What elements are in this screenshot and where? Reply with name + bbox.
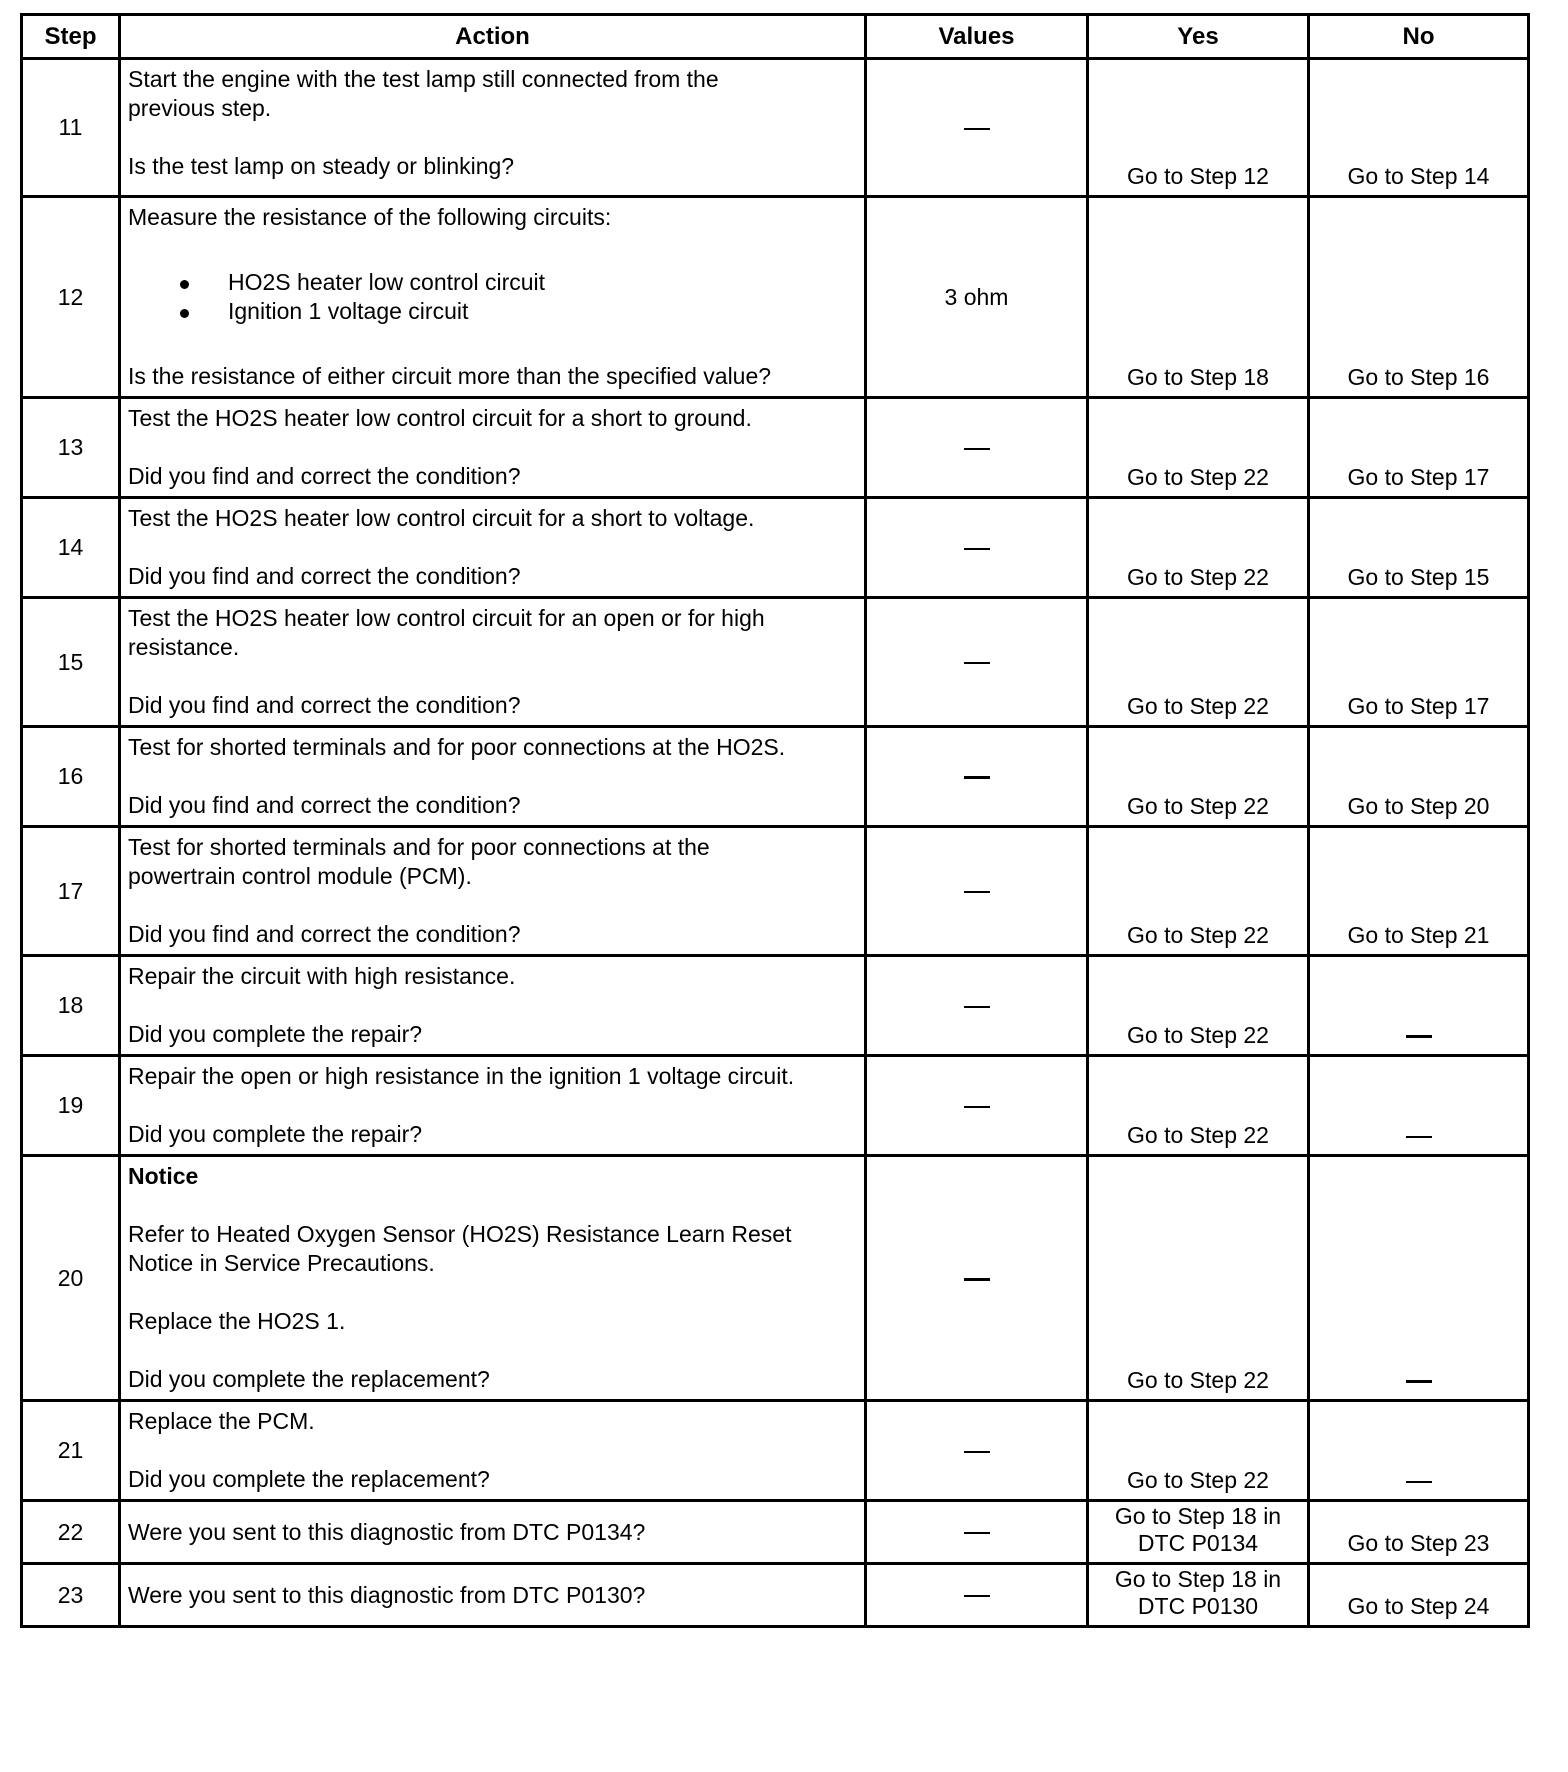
empty-dash — [964, 662, 990, 664]
value-cell — [866, 398, 1088, 498]
yes-link[interactable]: Go to Step 22 — [1088, 827, 1309, 956]
yes-link[interactable]: Go to Step 22 — [1088, 956, 1309, 1056]
step-number: 23 — [22, 1564, 120, 1627]
table-row — [22, 197, 1529, 398]
action-cell — [120, 1401, 866, 1501]
action-cell — [120, 1056, 866, 1156]
empty-dash — [1406, 1380, 1432, 1383]
table-row — [22, 59, 1529, 197]
list-item: Ignition 1 voltage circuit — [128, 297, 856, 326]
circuit-list — [128, 268, 856, 326]
notice-text: Refer to Heated Oxygen Sensor (HO2S) Resistance Learn Reset Notice in Service Precautions. — [128, 1221, 792, 1276]
header-no: No — [1309, 15, 1529, 59]
empty-dash — [964, 1451, 990, 1453]
step-number: 13 — [22, 398, 120, 498]
action-text: Replace the PCM. — [128, 1408, 315, 1434]
action-question: Did you find and correct the condition? — [128, 792, 521, 818]
table-row — [22, 956, 1529, 1056]
action-question: Is the test lamp on steady or blinking? — [128, 153, 515, 179]
table-row — [22, 1156, 1529, 1401]
yes-link[interactable]: Go to Step 22 — [1088, 727, 1309, 827]
value-cell — [866, 498, 1088, 598]
bullet-icon — [180, 309, 189, 318]
value-cell — [866, 827, 1088, 956]
no-link[interactable]: Go to Step 17 — [1309, 598, 1529, 727]
notice-title: Notice — [128, 1163, 199, 1189]
no-link[interactable]: Go to Step 23 — [1309, 1501, 1529, 1564]
header-row — [22, 15, 1529, 59]
action-cell — [120, 956, 866, 1056]
action-text: Replace the HO2S 1. — [128, 1308, 346, 1334]
bullet-icon — [180, 280, 189, 289]
no-link[interactable]: Go to Step 16 — [1309, 197, 1529, 398]
empty-dash — [964, 891, 990, 893]
value-cell — [866, 1501, 1088, 1564]
header-values: Values — [866, 15, 1088, 59]
header-action: Action — [120, 15, 866, 59]
empty-dash — [1406, 1136, 1432, 1138]
table-row — [22, 498, 1529, 598]
action-question: Did you complete the repair? — [128, 1021, 423, 1047]
action-question: Did you find and correct the condition? — [128, 921, 521, 947]
action-text: Repair the open or high resistance in the ignition 1 voltage circuit. — [128, 1063, 795, 1089]
action-text: Measure the resistance of the following circuits: — [128, 204, 612, 230]
empty-dash — [964, 448, 990, 450]
empty-dash — [964, 776, 990, 779]
yes-link[interactable]: Go to Step 22 — [1088, 498, 1309, 598]
value-cell — [866, 598, 1088, 727]
action-question: Did you find and correct the condition? — [128, 463, 521, 489]
action-text: Start the engine with the test lamp still connected from the previous step. — [128, 66, 719, 121]
action-question: Were you sent to this diagnostic from DTC P0134? — [128, 1518, 646, 1545]
action-cell — [120, 59, 866, 197]
empty-dash — [1406, 1481, 1432, 1483]
empty-dash — [964, 1595, 990, 1597]
action-question: Is the resistance of either circuit more than the specified value? — [128, 363, 772, 389]
step-number: 14 — [22, 498, 120, 598]
yes-link[interactable]: Go to Step 12 — [1088, 59, 1309, 197]
value-cell — [866, 59, 1088, 197]
yes-link[interactable]: Go to Step 18 in DTC P0130 — [1088, 1564, 1309, 1627]
value-cell — [866, 956, 1088, 1056]
list-item: HO2S heater low control circuit — [128, 268, 856, 297]
table-row — [22, 727, 1529, 827]
yes-link[interactable]: Go to Step 18 — [1088, 197, 1309, 398]
yes-link[interactable]: Go to Step 22 — [1088, 598, 1309, 727]
table-row — [22, 398, 1529, 498]
value-cell — [866, 1156, 1088, 1401]
action-question: Did you find and correct the condition? — [128, 692, 521, 718]
empty-dash — [1406, 1035, 1432, 1038]
empty-dash — [964, 128, 990, 130]
action-cell — [120, 1501, 866, 1564]
action-question: Did you find and correct the condition? — [128, 563, 521, 589]
no-link[interactable]: Go to Step 15 — [1309, 498, 1529, 598]
value-cell: 3 ohm — [866, 197, 1088, 398]
no-cell — [1309, 1156, 1529, 1401]
step-number: 19 — [22, 1056, 120, 1156]
action-cell — [120, 1564, 866, 1627]
action-text: Test the HO2S heater low control circuit for a short to voltage. — [128, 505, 755, 531]
yes-link[interactable]: Go to Step 18 in DTC P0134 — [1088, 1501, 1309, 1564]
no-link[interactable]: Go to Step 20 — [1309, 727, 1529, 827]
table-row — [22, 1501, 1529, 1564]
no-link[interactable]: Go to Step 21 — [1309, 827, 1529, 956]
empty-dash — [964, 548, 990, 550]
step-number: 12 — [22, 197, 120, 398]
value-cell — [866, 1401, 1088, 1501]
action-text: Test for shorted terminals and for poor connections at the HO2S. — [128, 734, 786, 760]
action-cell — [120, 1156, 866, 1401]
yes-link[interactable]: Go to Step 22 — [1088, 398, 1309, 498]
value-cell — [866, 727, 1088, 827]
value-cell — [866, 1564, 1088, 1627]
header-step: Step — [22, 15, 120, 59]
table-row — [22, 598, 1529, 727]
no-cell — [1309, 1056, 1529, 1156]
action-question: Did you complete the repair? — [128, 1121, 423, 1147]
step-number: 15 — [22, 598, 120, 727]
step-number: 20 — [22, 1156, 120, 1401]
action-text: Test the HO2S heater low control circuit for an open or for high resistance. — [128, 605, 765, 660]
no-link[interactable]: Go to Step 24 — [1309, 1564, 1529, 1627]
yes-link[interactable]: Go to Step 22 — [1088, 1156, 1309, 1401]
no-link[interactable]: Go to Step 14 — [1309, 59, 1529, 197]
no-link[interactable]: Go to Step 17 — [1309, 398, 1529, 498]
action-question: Did you complete the replacement? — [128, 1366, 490, 1392]
empty-dash — [964, 1006, 990, 1008]
diagnostic-table — [20, 13, 1530, 1628]
step-number: 18 — [22, 956, 120, 1056]
empty-dash — [964, 1532, 990, 1534]
header-yes: Yes — [1088, 15, 1309, 59]
no-cell — [1309, 1401, 1529, 1501]
action-text: Repair the circuit with high resistance. — [128, 963, 516, 989]
action-cell — [120, 498, 866, 598]
step-number: 16 — [22, 727, 120, 827]
no-cell — [1309, 956, 1529, 1056]
action-cell — [120, 827, 866, 956]
action-question: Did you complete the replacement? — [128, 1466, 490, 1492]
action-cell — [120, 727, 866, 827]
action-text: Test the HO2S heater low control circuit for a short to ground. — [128, 405, 752, 431]
table-row — [22, 1056, 1529, 1156]
table-row — [22, 1401, 1529, 1501]
step-number: 21 — [22, 1401, 120, 1501]
value-cell — [866, 1056, 1088, 1156]
step-number: 22 — [22, 1501, 120, 1564]
table-row — [22, 827, 1529, 956]
step-number: 17 — [22, 827, 120, 956]
table-body — [22, 59, 1529, 1627]
action-question: Were you sent to this diagnostic from DTC P0130? — [128, 1581, 646, 1608]
action-text: Test for shorted terminals and for poor connections at the powertrain control module (PCM). — [128, 834, 710, 889]
action-cell — [120, 398, 866, 498]
step-number: 11 — [22, 59, 120, 197]
action-cell — [120, 598, 866, 727]
empty-dash — [964, 1278, 990, 1281]
yes-link[interactable]: Go to Step 22 — [1088, 1401, 1309, 1501]
empty-dash — [964, 1106, 990, 1108]
yes-link[interactable]: Go to Step 22 — [1088, 1056, 1309, 1156]
table-row — [22, 1564, 1529, 1627]
action-cell — [120, 197, 866, 398]
